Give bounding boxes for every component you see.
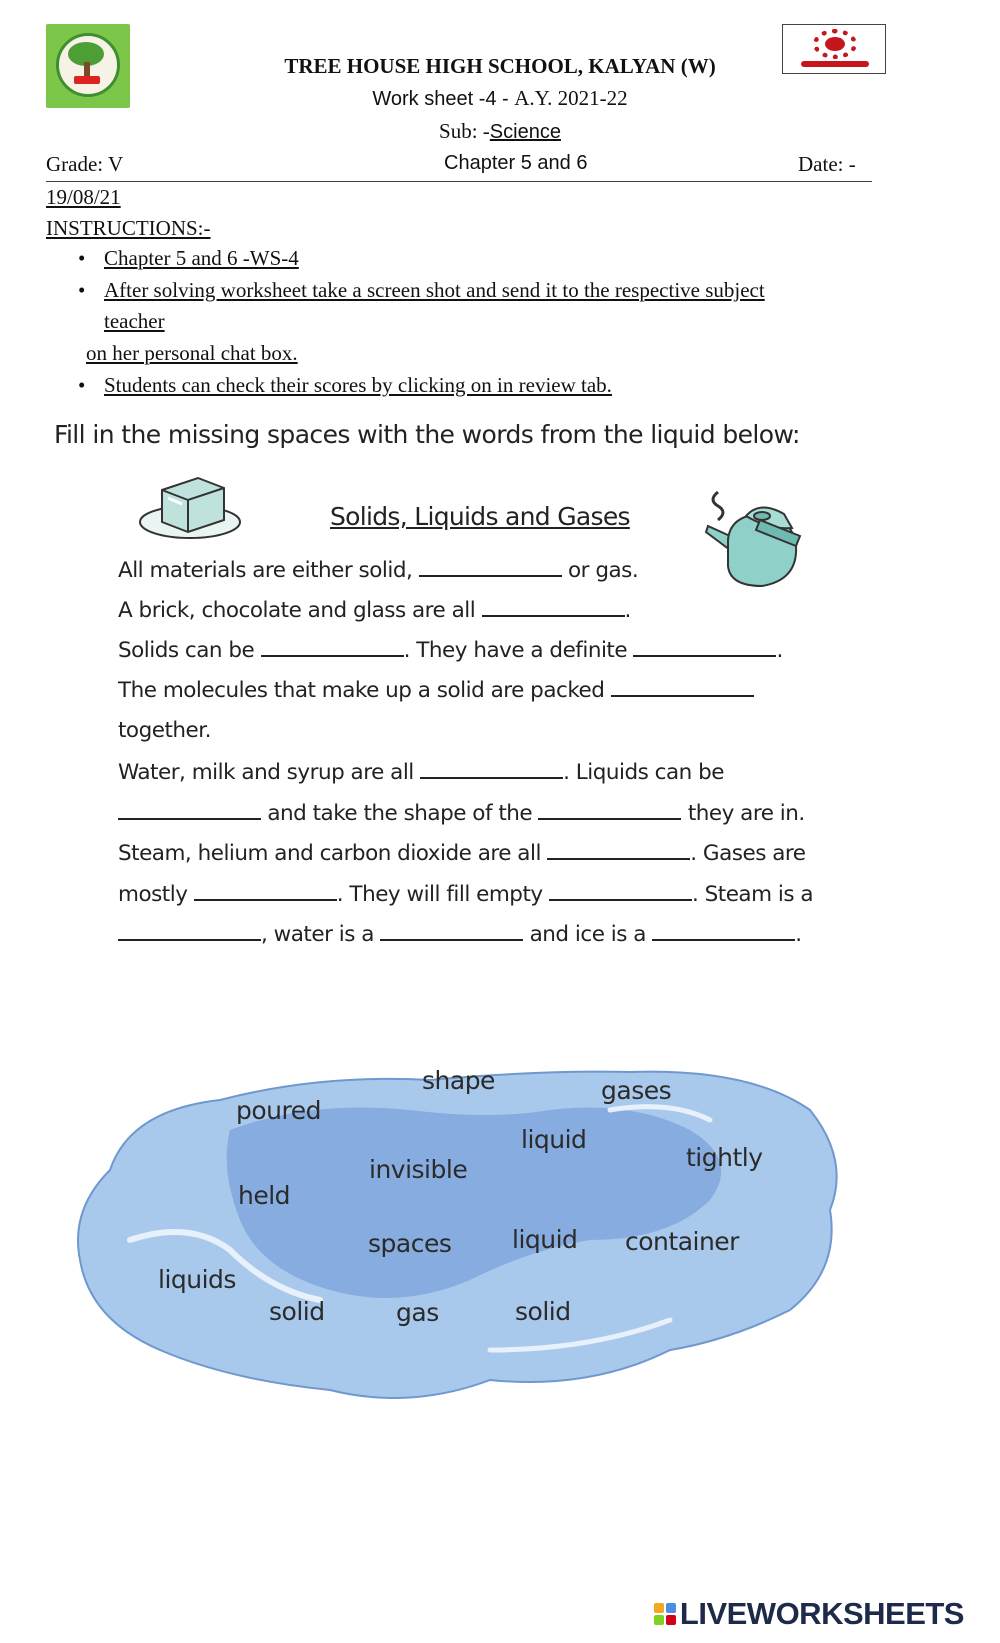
blank[interactable] bbox=[549, 881, 692, 901]
blank[interactable] bbox=[482, 597, 625, 617]
word-bank-item[interactable]: solid bbox=[269, 1297, 325, 1326]
blank[interactable] bbox=[118, 800, 261, 820]
word-bank-item[interactable]: liquids bbox=[158, 1265, 236, 1294]
school-name: TREE HOUSE HIGH SCHOOL, KALYAN (W) bbox=[284, 54, 716, 78]
word-bank-item[interactable]: liquid bbox=[512, 1225, 578, 1254]
blank[interactable] bbox=[611, 677, 754, 697]
kettle-icon bbox=[700, 486, 810, 602]
grade: Grade: V bbox=[46, 152, 124, 176]
instruction-item: After solving worksheet take a screen shot and send it to the respective subject bbox=[104, 278, 765, 302]
exercise-line: together. bbox=[118, 718, 211, 743]
exercise-line: The molecules that make up a solid are packed bbox=[118, 677, 754, 703]
blank[interactable] bbox=[633, 637, 776, 657]
instruction-item: on her personal chat box. bbox=[86, 341, 298, 365]
instruction-item: Students can check their scores by clicking on in review tab. bbox=[104, 373, 612, 397]
blank[interactable] bbox=[538, 800, 681, 820]
date-label: Date: - bbox=[798, 152, 856, 176]
word-bank-item[interactable]: poured bbox=[236, 1096, 321, 1125]
blank[interactable] bbox=[419, 557, 562, 577]
date-value: 19/08/21 bbox=[46, 185, 121, 209]
ice-cube-icon bbox=[138, 468, 244, 544]
instruction-item: Chapter 5 and 6 -WS-4 bbox=[104, 246, 299, 270]
bullet: • bbox=[78, 246, 86, 270]
liveworksheets-logo bbox=[654, 1596, 964, 1632]
word-bank-item[interactable]: liquid bbox=[521, 1125, 587, 1154]
chapter: Chapter 5 and 6 bbox=[444, 152, 588, 174]
worksheet-line: Work sheet -4 - A.Y. 2021-22 bbox=[372, 86, 628, 110]
word-bank-item[interactable]: invisible bbox=[369, 1155, 468, 1184]
exercise-line: mostly . They will fill empty . Steam is a bbox=[118, 882, 814, 907]
blank[interactable] bbox=[118, 921, 261, 941]
exercise-line: All materials are either solid, or gas. bbox=[118, 558, 639, 583]
exercise-line: Solids can be . They have a definite . bbox=[118, 638, 783, 663]
exercise-line: A brick, chocolate and glass are all . bbox=[118, 598, 631, 623]
word-bank-item[interactable]: gas bbox=[396, 1298, 439, 1327]
exercise-line: , water is a and ice is a . bbox=[118, 921, 802, 947]
word-bank-item[interactable]: held bbox=[238, 1181, 291, 1210]
blank[interactable] bbox=[420, 759, 563, 779]
exercise-line: Water, milk and syrup are all . Liquids can be bbox=[118, 760, 725, 785]
subject-line: Sub: -Science bbox=[439, 119, 561, 143]
blank[interactable] bbox=[652, 921, 795, 941]
word-bank-item[interactable]: tightly bbox=[686, 1143, 763, 1172]
blank[interactable] bbox=[194, 881, 337, 901]
liveworksheets-icon bbox=[654, 1603, 676, 1625]
blank[interactable] bbox=[547, 840, 690, 860]
worksheet-title: Solids, Liquids and Gases bbox=[330, 502, 630, 531]
bullet: • bbox=[78, 278, 86, 302]
instructions-heading: INSTRUCTIONS:- bbox=[46, 216, 211, 240]
blank[interactable] bbox=[380, 921, 523, 941]
word-bank-item[interactable]: spaces bbox=[368, 1229, 452, 1258]
brand-name: LIVEWORKSHEETS bbox=[679, 1596, 964, 1631]
word-bank-item[interactable]: container bbox=[625, 1227, 739, 1256]
exercise-instruction: Fill in the missing spaces with the words from the liquid below: bbox=[54, 420, 800, 449]
word-bank-item[interactable]: gases bbox=[601, 1076, 672, 1105]
exercise-line: and take the shape of the they are in. bbox=[118, 800, 805, 826]
blank[interactable] bbox=[261, 637, 404, 657]
exercise-line: Steam, helium and carbon dioxide are all . Gases are bbox=[118, 841, 806, 866]
bullet: • bbox=[78, 373, 86, 397]
word-bank-item[interactable]: shape bbox=[422, 1066, 495, 1095]
word-bank-item[interactable]: solid bbox=[515, 1297, 571, 1326]
instruction-item: teacher bbox=[104, 309, 165, 333]
